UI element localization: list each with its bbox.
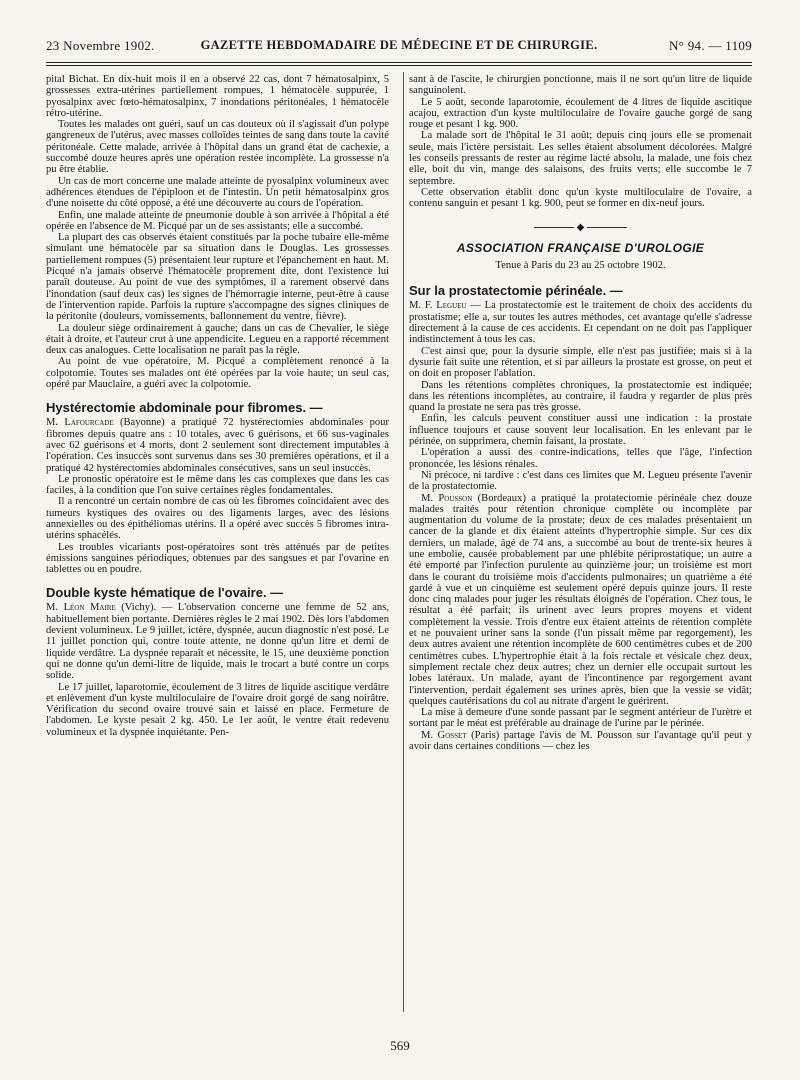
section-title-kyste-ovaire: Double kyste hématique de l'ovaire. — [46,585,284,601]
left-column [46,74,389,738]
paragraph-text: (Bordeaux) a pratiqué la protatectomie périnéale chez douze malades traités pour rétention chronique complète ou incomplète par augmentation du volume de la prostate; deux de ces malades présentaient un cancer de la glande et dix étaient atteints d'hypertrophie simple. Sur ces dix derniers, un malade, âgé de 74 ans, a succombé au bout de trente-six heures à une embolie, causée probablement par une phlébite périprostatique; un autre a été emporté par l'infection purulente au quinzième jour; un troisième est mort dans le courant du troisième mois d'accidents pulmonaires; un quatrième a été gardé à vue et un cinquième est seulement opéré depuis quinze jours. Il reste donc cinq malades pour juger les résultats éloignés de l'opération. Chez tous, le résultat a été parfait; ils urinent avec leurs propres moyens et vident complètement la vessie. Trois d'entre eux étaient atteints de rétention complète et ne pouvaient uriner sans la sonde (l'un pissait même par regorgement), les deux autres avaient une rétention incomplète de 600 centimètres cubes et de 200 centimètres cubes. L'hypertrophie était à la fois rectale et vésicale chez deux, simplement rectale chez deux autres; chez un dernier elle occupait surtout les lobes latéraux. Un malade, ayant de l'incontinence par regorgement avant l'intervention, perdait également ses urines après, bien que la vessie se vidât; quelques cautérisations du col au nitrate d'argent le guérirent. [409,492,752,707]
header-date: 23 Novembre 1902. [46,38,155,53]
header-journal-title: GAZETTE HEBDOMADAIRE DE MÉDECINE ET DE CHIRURGIE. [200,38,598,52]
paragraph: Il a rencontré un certain nombre de cas où les fibromes coïncidaient avec des tumeurs kystiques des ovaires ou des ligaments larges, avec des lésions annexielles ou des épithéliomas utérins. Il a opéré avec succès 5 fibromes intra-utérins sphacélés. [46,496,389,542]
paragraph: Le pronostic opératoire est le même dans les cas complexes que dans les cas faciles, à la condition que l'on suive certaines règles fondamentales. [46,473,389,497]
author-name: M. Gosset [421,729,467,741]
section-title-hysterectomie: Hystérectomie abdominale pour fibromes. — [46,400,323,416]
paragraph: Dans les rétentions complètes chroniques, la prostatectomie est indiquée; dans les rétentions incomplètes, au contraire, il faudra y regarder de plus près quand la prostate ne sera pas très grosse. [409,379,752,414]
header-issue-number: N° 94. — 1109 [668,38,752,53]
author-name: M. Lafourcade [46,417,114,429]
paragraph [409,493,752,708]
paragraph: pital Bichat. En dix-huit mois il en a observé 22 cas, dont 7 hématosalpinx, 5 grossesses extra-utérines partiellement rompues, 1 hématocèle suppurée, 1 pyosalpinx avec fœto-hématosalpinx, 7 inondations péritonéales, 1 hématocèle rétro-utérine. [46,74,389,119]
column-divider [403,72,404,1012]
paragraph: La plupart des cas observés étaient constitués par la poche tubaire elle-même simulant une hématocèle par sa situation dans le Douglas. Les grossesses partiellement rompues (5) présentaient leur rupture et l'épanchement en haut. M. Picqué n'a jamais observé l'hématocèle proprement dite, dont l'existence lui paraît douteuse. Au point de vue des symptômes, il a rarement observé dans l'inondation (sauf deux cas) les signes de l'hémorragie interne, peut-être à cause de l'intervention rapide. Parfois la rupture s'accompagne des signes cliniques de la péritonite (douleurs, vomissements, ballonnement du ventre, fièvre). [46,232,389,323]
right-column [409,74,752,752]
author-name: M. F. Legueu [409,300,467,312]
paragraph-text: (Vichy). — L'observation concerne une femme de 52 ans, habituellement bien portante. Dernières règles le 2 mai 1902. Dès lors l'abdomen devient volumineux. Le 9 juillet, ictère, dyspnée, aucun diagnostic n'est posé. Le 11 juillet ponction qui, contre toute attente, ne donne qu'un litre et demi de liquide verdâtre. La dyspnée reparaît et nécessite, le 15, une deuxième ponction qui ne donne qu'un demi-litre de liquide, mais le trocart a buté contre un corps solide. [46,602,389,682]
section-lead-paragraph [46,602,389,681]
association-title: ASSOCIATION FRANÇAISE D'UROLOGIE [456,240,705,255]
page-number: 569 [390,1038,410,1053]
paragraph-text: (Paris) partage l'avis de M. Pousson sur l'avantage qu'il peut y avoir dans certaines conditions — chez les [409,729,752,753]
association-subtitle: Tenue à Paris du 23 au 25 octobre 1902. [495,260,666,272]
section-separator: ◆ [409,222,752,233]
running-header [46,38,752,58]
paragraph: Le 17 juillet, laparotomie, écoulement de 3 litres de liquide ascitique verdâtre et enlèvement d'un kyste multiloculaire de l'ovaire droit gorgé de sang noirâtre. Vérification du second ovaire trouvé sain et laissé en place. Fermeture de l'abdomen. Le kyste pesait 2 kg. 450. Le 1er août, le ventre était redevenu volumineux et la dyspnée inquiétante. Pen- [46,681,389,738]
author-name: M. Pousson [421,492,473,504]
section-lead-paragraph [409,300,752,345]
paragraph: Au point de vue opératoire, M. Picqué a complètement renoncé à la colpotomie. Toutes ses malades ont été opérées par la voie haute; un seul cas, opéré par Mauclaire, a guéri avec la colpotomie. [46,356,389,391]
header-rule-bottom [46,65,752,66]
paragraph: Toutes les malades ont guéri, sauf un cas douteux où il s'agissait d'un polype gangreneux de l'utérus, avec masses colloïdes teintes de sang dans toute la cavité péritonéale. Cette malade, arrivée à l'hôpital dans un grand état de cachexie, a succombé douze heures après une opération restée incomplète. La grossesse n'a pu être établie. [46,119,389,176]
paragraph: C'est ainsi que, pour la dysurie simple, elle n'est pas justifiée; mais si à la dysurie fait suite une rétention, et si par ailleurs la prostate est grosse, on peut et on doit en proposer l'ablation. [409,345,752,380]
paragraph: Ni précoce, ni tardive : c'est dans ces limites que M. Legueu présente l'avenir de la prostatectomie. [409,469,752,493]
paragraph: La mise à demeure d'une sonde passant par le segment antérieur de l'urètre et sortant par le méat est préférable au drainage de l'urine par le périnée. [409,707,752,730]
author-name: M. Léon Maire [46,602,116,614]
paragraph: La douleur siège ordinairement à gauche; dans un cas de Chevalier, le siège était à droite, et l'auteur crut à une appendicite. Legueu en a rapporté récemment deux cas analogues. Cette localisation ne paraît pas la règle. [46,322,389,357]
paragraph-text: (Bayonne) a pratiqué 72 hystérectomies abdominales pour fibromes depuis quatre ans : 10 totales, avec 6 guérisons, et 66 sus-vaginales avec 62 guérisons et 4 morts, dont 2 seulement sont directement imputables à l'opération. Ces insuccès sont survenus dans ses 30 premières opérations, et il a pratiqué 42 hystérectomies abdominales consécutives, sans un seul insuccès. [46,417,389,474]
section-title-prostatectomie: Sur la prostatectomie périnéale. — [409,283,623,299]
header-rule-top [46,62,752,63]
paragraph: Cette observation établit donc qu'un kyste multiloculaire de l'ovaire, a contenu sanguin et pesant 1 kg. 900, peut se former en dix-neuf jours. [409,186,752,210]
paragraph [409,730,752,753]
paragraph: Enfin, une malade atteinte de pneumonie double à son arrivée à l'hôpital a été opérée en l'absence de M. Picqué par un de ses assistants; elle a succombé. [46,209,389,232]
paragraph: Les troubles vicariants post-opératoires sont très atténués par de petites émissions sanguines périodiques, obtenues par des sangsues et par l'ovarine en tablettes ou en poudre. [46,541,389,576]
paragraph: La malade sort de l'hôpital le 31 août; depuis cinq jours elle se promenait seule, mais l'ictère persistait. Les selles étaient absolument décolorées. Malgré les conseils pressants de rester au régime lacté absolu, la malade, une fois chez elle, boit du vin, mange des salaisons, des fruits verts; elle succombe le 7 septembre. [409,130,752,187]
paragraph: Le 5 août, seconde laparotomie, écoulement de 4 litres de liquide ascitique acajou, extraction d'un kyste multiloculaire de l'ovaire gauche gorgé de sang rouge et pesant 1 kg. 900. [409,96,752,131]
paragraph: Enfin, les calculs peuvent constituer aussi une indication : la prostate influence toujours et cause souvent leur localisation. En les enlevant par le périnée, on supprimera, chemin faisant, la prostate. [409,413,752,448]
paragraph: L'opération a aussi des contre-indications, telles que l'âge, l'infection prononcée, les lésions rénales. [409,447,752,470]
section-lead-paragraph [46,417,389,473]
paragraph-text: — La prostatectomie est le traitement de choix des accidents du prostatisme; elle a, sur toutes les autres méthodes, cet avantage qu'elle s'adresse directement à la cause de ces accidents. Et cependant on ne doit pas l'appliquer indistinctement à tous les cas. [409,300,753,346]
paragraph: sant à de l'ascite, le chirurgien ponctionne, mais il ne sort qu'un litre de liquide sanguinolent. [409,74,752,97]
paragraph: Un cas de mort concerne une malade atteinte de pyosalpinx volumineux avec adhérences étendues de l'épiploon et de l'intestin. Un petit hématosalpinx gros d'une noisette du côté opposé, a été une découverte au cours de l'opération. [46,175,389,210]
